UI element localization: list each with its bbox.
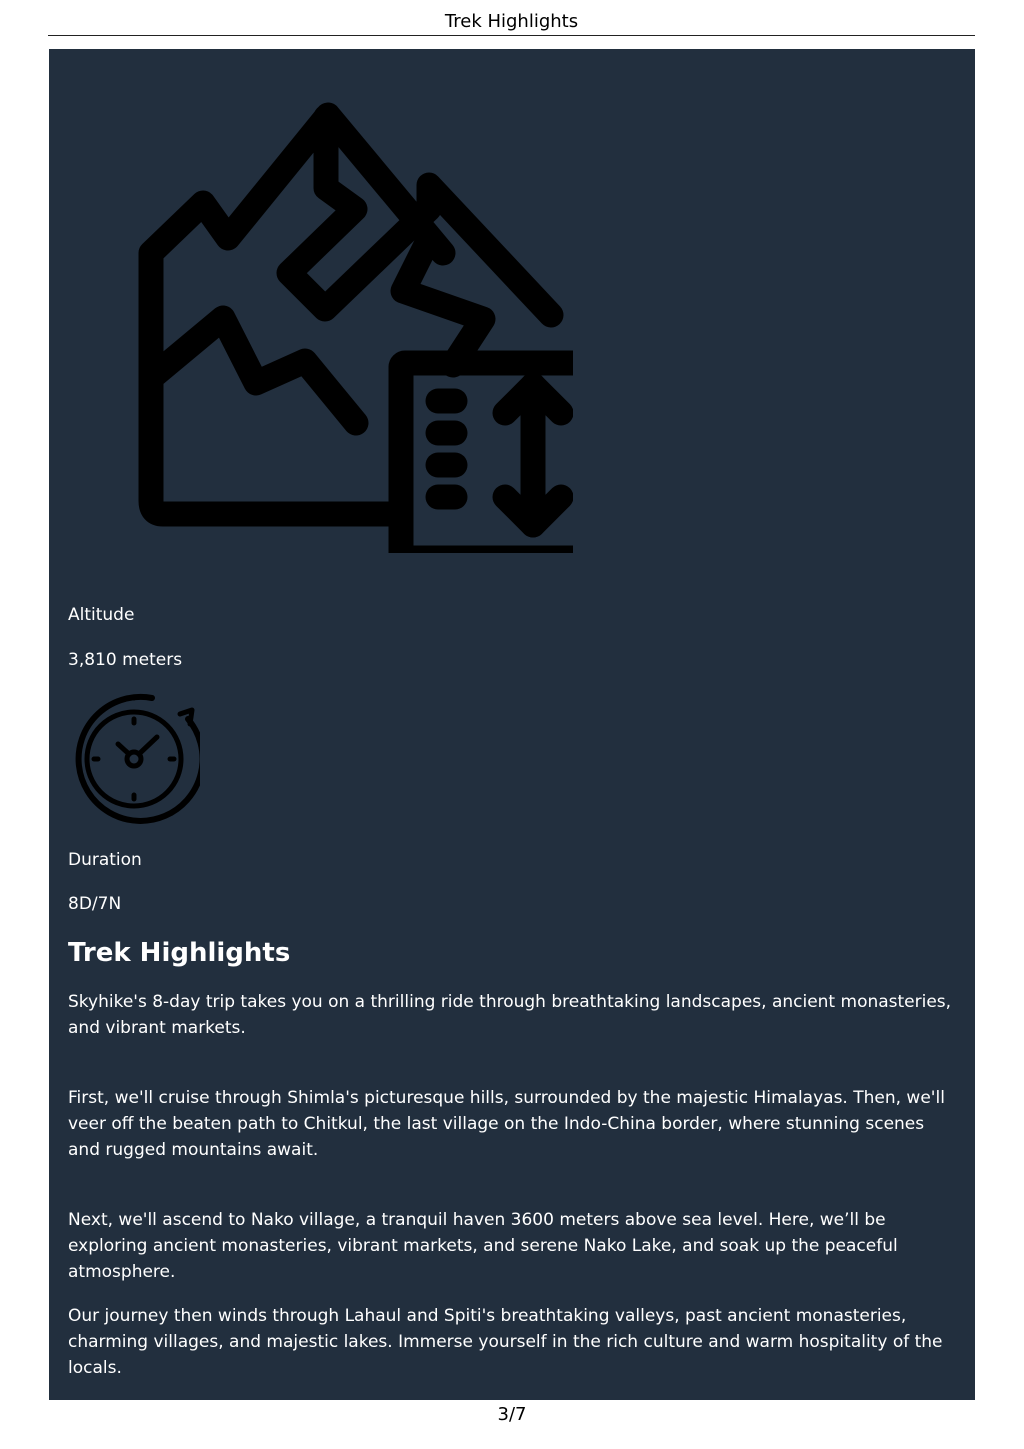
paragraph: Our journey then winds through Lahaul and Spiti's breathtaking valleys, past ancient monasteries, charming villages, and majestic lakes. Immerse yourself in the rich culture and warm hospitality of the locals. (68, 1306, 943, 1378)
paragraph: First, we'll cruise through Shimla's picturesque hills, surrounded by the majestic Himalayas. Then, we'll veer off the beaten path to Chitkul, the last village on the Indo-China border, where stunning scenes and rugged mountains await. (68, 1088, 945, 1160)
duration-value: 8D/7N (68, 894, 122, 914)
duration-label: Duration (68, 850, 142, 870)
clock-duration-icon (68, 692, 200, 824)
mountain-altitude-icon (93, 73, 573, 553)
page-header (48, 0, 975, 36)
header-title: Trek Highlights (444, 11, 579, 32)
page-number: 3/7 (497, 1404, 527, 1425)
paragraph: Skyhike's 8-day trip takes you on a thrilling ride through breathtaking landscapes, ancient monasteries, and vibrant markets. (68, 992, 952, 1038)
altitude-label: Altitude (68, 605, 135, 625)
altitude-value: 3,810 meters (68, 650, 183, 670)
paragraph: Next, we'll ascend to Nako village, a tranquil haven 3600 meters above sea level. Here, we’ll be exploring ancient monasteries, vibrant markets, and serene Nako Lake, and soak up the peaceful atmosphere. (68, 1210, 898, 1282)
section-heading: Trek Highlights (68, 938, 291, 968)
content-panel (49, 49, 975, 1400)
